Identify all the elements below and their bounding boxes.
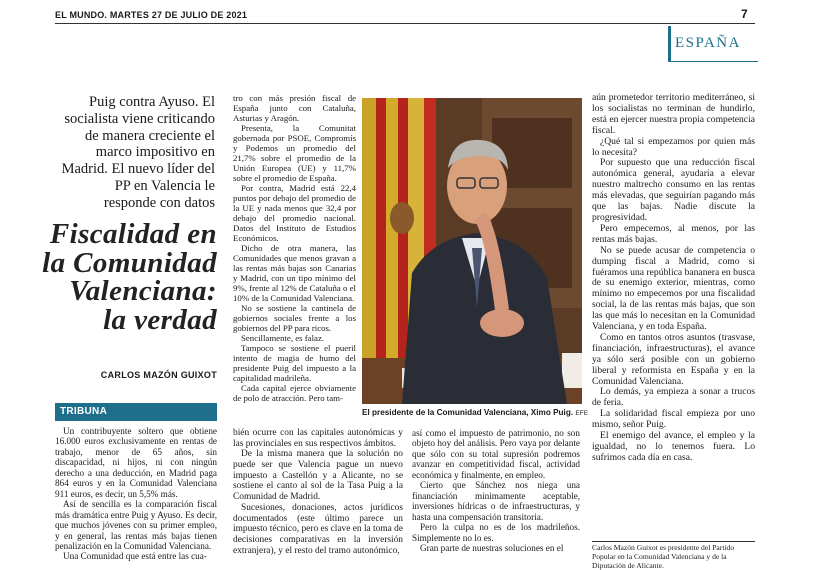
paragraph: No se puede acusar de competencia o dumping fiscal a Madrid, como si fuéramos una república bananera en busca de su enemigo exterior, mientras, como mínimo no empecemos por una fiscalidad social, la de las rentas más bajas, que son las que más lo necesitan en la Comunidad Valenciana, y en toda España.: [592, 244, 755, 333]
column-1: [55, 426, 217, 562]
paragraph: Cierto que Sánchez nos niega una financiación mínimamente aceptable, inversiones hídricas o de infraestructuras, y hasta una compensación transitoria.: [412, 480, 580, 522]
byline: CARLOS MAZÓN GUIXOT: [100, 370, 217, 380]
article-photo: [362, 98, 582, 404]
paragraph: así como el impuesto de patrimonio, no son objeto hoy del análisis. Pero vaya por delante que sólo con su total supresión podremos avanzar en competitividad fiscal, actividad económica y finalmente, en empleo.: [412, 428, 580, 480]
photo-illustration: [362, 98, 582, 404]
paragraph: Una Comunidad que está entre las cua-: [63, 551, 207, 562]
paragraph: Pero la culpa no es de los madrileños. Simplemente no lo es.: [412, 522, 580, 543]
paragraph: Por supuesto que una reducción fiscal autonómica general, ayudaría a elevar nuestro maltrecho consumo en las rentas más elevadas, que seguirían pagando más que las bajas. Nadie discute la progresividad.: [592, 157, 755, 223]
article-subhead: Puig contra Ayuso. El socialista viene criticando de manera creciente el marco impositivo en Madrid. El nuevo líder del PP en Valencia le responde con datos: [61, 94, 215, 211]
paragraph: Lo demás, ya empieza a sonar a trucos de feria.: [592, 386, 755, 409]
paragraph: tro con más presión fiscal de España junto con Cataluña, Asturias y Aragón.: [233, 93, 356, 124]
paragraph: Sucesiones, donaciones, actos jurídicos documentados (este último parece un impuesto técnico, pero es clave en la toma de decisiones comparativas en la inversión extranjera), y el resto del tramo autonómico,: [233, 502, 403, 556]
paragraph: La solidaridad fiscal empieza por uno mismo, señor Puig.: [592, 408, 755, 431]
column-2-bottom: [233, 428, 403, 556]
photo-credit: EFE: [575, 410, 589, 417]
edition-line: EL MUNDO. MARTES 27 DE JULIO DE 2021: [55, 10, 248, 20]
paragraph: De la misma manera que la solución no puede ser que Valencia pague un nuevo impuesto a Castellón y a Alicante, no se sostiene el canto al sol de la Tasa Puig a la Comunidad de Madrid.: [233, 449, 403, 503]
author-signature: Carlos Mazón Guixot es presidente del Partido Popular en la Comunidad Valenciana y de la Diputación de Alicante.: [592, 543, 735, 570]
paragraph: Un contribuyente soltero que obtiene 16.000 euros exclusivamente en rentas de trabajo, menor de 65 años, sin discapacidad, ni hijos, ni con ningún derecho a una deducción, en Madrid paga 864 euros y en la Comunidad Valenciana 911 euros, es decir, un 5,5% más.: [55, 426, 217, 499]
paragraph: Como en tantos otros asuntos (trasvase, financiación, infraestructuras), el avance ya sólo será posible con un gobierno liberal y reformista en España y en la Comunidad Valenciana.: [592, 331, 755, 387]
section-rule: [668, 61, 758, 62]
article-title: Fiscalidad en la Comunidad Valenciana: la verdad: [42, 218, 217, 336]
paragraph: Sencillamente, es falaz.: [241, 333, 325, 344]
paragraph: Gran parte de nuestras soluciones en el: [420, 542, 564, 553]
paragraph: Dicho de otra manera, las Comunidades que menos gravan a las rentas más bajas son Canarias y Madrid, con un tipo mínimo del 9%, frente al 12% de Cataluña o el 10% de la Comunidad Valenciana.: [233, 243, 356, 304]
column-3-bottom: [412, 428, 580, 553]
section-tag-label: TRIBUNA: [60, 406, 108, 417]
paragraph: Presenta, la Comunitat gobernada por PSOE, Compromís y Podemos un promedio del 21,7% sobre el promedio de la Unión Europea (UE) y 11,7% sobre el promedio de España.: [233, 123, 356, 184]
photo-caption: [362, 408, 588, 417]
page-number: 7: [741, 7, 748, 21]
paragraph: Por contra, Madrid está 22,4 puntos por debajo del promedio de la UE y nada menos que 32,4 por debajo del promedio nacional. Datos del Instituto de Estudios Económicos.: [233, 183, 356, 244]
column-4: [592, 93, 755, 464]
paragraph: Tampoco se sostiene el pueril intento de magia de humo del presidente Puig del impuesto a la capitalidad madrileña.: [233, 343, 356, 384]
caption-text: El presidente de la Comunidad Valenciana, Ximo Puig.: [362, 408, 574, 417]
section-label: ESPAÑA: [675, 35, 741, 51]
paragraph: bién ocurre con las capitales autonómicas y las provinciales en sus respectivos ámbitos.: [233, 428, 403, 449]
header-rule: [55, 23, 755, 24]
paragraph: Pero empecemos, al menos, por las rentas más bajas.: [592, 222, 755, 245]
paragraph: ¿Qué tal si empezamos por quien más lo necesita?: [592, 135, 755, 158]
paragraph: Cada capital ejerce obviamente de polo de atracción. Pero tam-: [233, 383, 356, 404]
signature-rule: [592, 541, 755, 542]
paragraph: No se sostiene la cantinela de gobiernos sociales frente a los gobiernos del PP para ricos.: [233, 303, 356, 334]
column-2: [233, 93, 356, 403]
paragraph: Así de sencilla es la comparación fiscal más dramática entre Puig y Ayuso. Es decir, que muchos jóvenes con su primer empleo, y en general, las rentas más bajas tienen penalización en la Comunidad Valenciana.: [55, 499, 217, 551]
paragraph: aún prometedor territorio mediterráneo, si los socialistas no terminan de hundirlo, está en ejercer nuestra propia competencia fiscal.: [592, 92, 755, 136]
paragraph: El enemigo del avance, el empleo y la igualdad, no lo tenemos fuera. Lo sufrimos cada día en casa.: [592, 430, 755, 463]
section-tag: [55, 403, 217, 421]
